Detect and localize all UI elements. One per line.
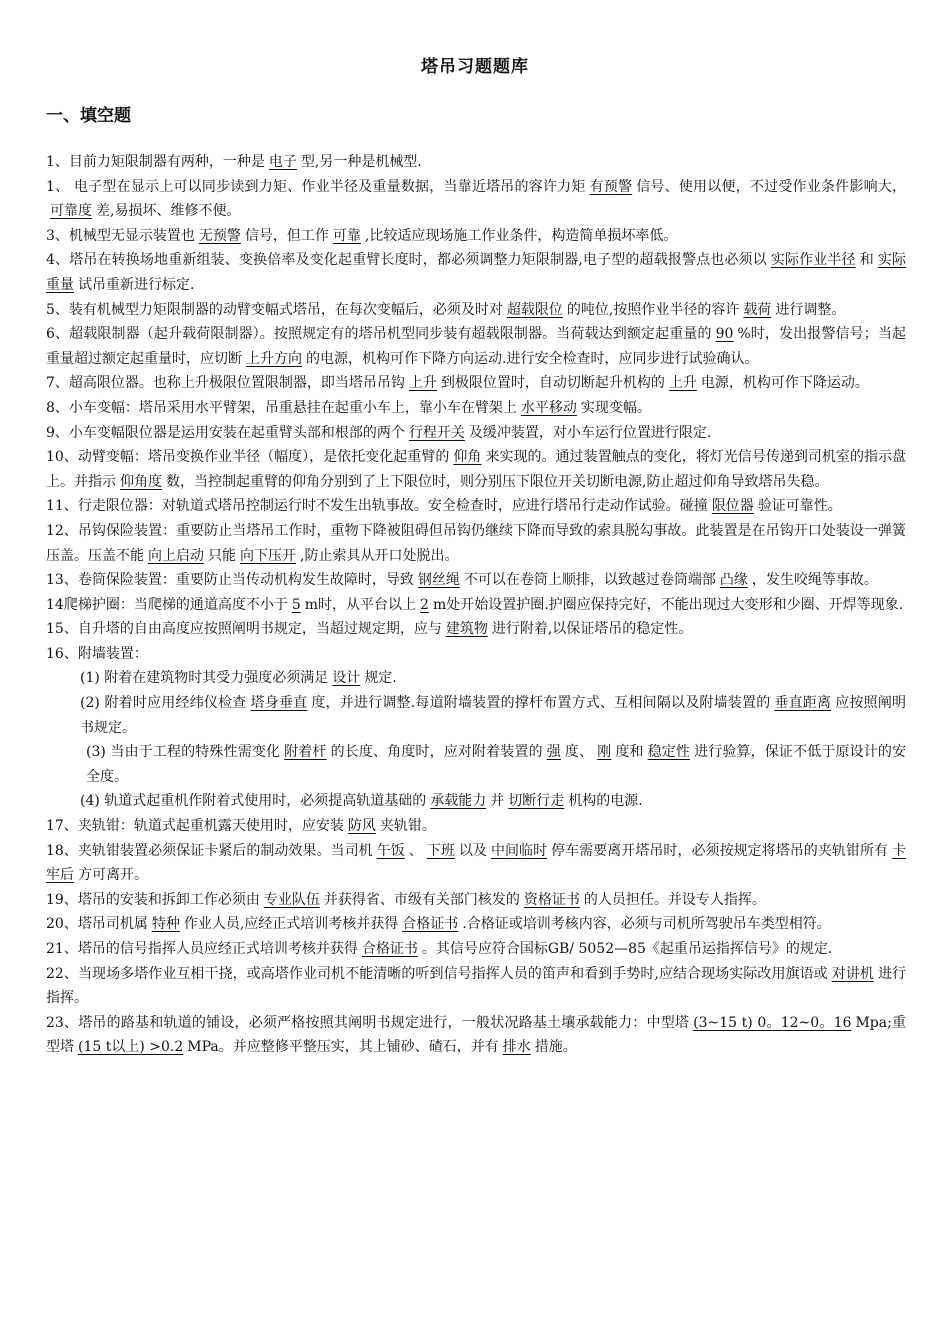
answer-blank: (15 t以上) >0.2 — [78, 1039, 184, 1056]
question-text: (4) 轨道式起重机作附着式使用时，必须提高轨道基础的 — [80, 793, 427, 810]
answer-blank: 垂直距离 — [774, 695, 832, 712]
question-text: 8、小车变幅：塔吊采用水平臂架，吊重悬挂在起重小车上，靠小车在臂架上 — [46, 399, 517, 416]
answer-blank: 仰角度 — [120, 473, 162, 490]
question-text: 13、卷筒保险装置：重要防止当传动机构发生故障时，导致 — [46, 572, 414, 589]
question-item — [46, 371, 906, 396]
answer-blank: 钢丝绳 — [417, 572, 460, 589]
question-text: ，发生咬绳等事故。 — [751, 572, 878, 589]
answer-blank: 中间临时 — [490, 842, 548, 859]
question-text: 、 — [408, 842, 423, 859]
question-text: 进行指挥。 — [46, 965, 907, 1007]
question-text: 7、超高限位器。也称上升极限位置限制器，即当塔吊吊钩 — [46, 375, 405, 392]
answer-blank: 对讲机 — [831, 965, 874, 982]
question-item — [46, 322, 906, 371]
answer-blank: (3~15 t) 0。12~0。16 — [693, 1014, 852, 1031]
answer-blank: 午饭 — [376, 842, 405, 859]
question-text: 的电源，机构可作下降方向运动.进行安全检查时，应同步进行试验确认。 — [306, 350, 759, 367]
answer-blank: 下班 — [426, 842, 455, 859]
question-item — [46, 396, 906, 421]
question-text: 23、塔吊的路基和轨道的铺设，必须严格按照其阐明书规定进行，一般状况路基土壤承载能力：中型塔 — [46, 1014, 690, 1031]
answer-blank: 可靠 — [332, 227, 361, 244]
question-text: 以及 — [458, 842, 487, 859]
answer-blank: 实际作业半径 — [770, 252, 856, 269]
answer-blank: 切断行走 — [508, 793, 565, 810]
question-item — [46, 814, 906, 839]
question-text: 只能 — [208, 547, 236, 564]
answer-blank: 承载能力 — [430, 793, 487, 810]
answer-blank: 90 — [715, 326, 734, 343]
question-text: MPa。并应整修平整压实，其上铺砂、碴石，并有 — [187, 1039, 499, 1056]
question-text: 12、吊钩保险装置：重要防止当塔吊工作时，重物下降被阻碍但吊钩仍继续下降而导致的索具脱勾事故。此装置是在吊钩开口处装设一弹簧压盖。压盖不能 — [46, 522, 906, 564]
answer-blank: 水平移动 — [520, 399, 577, 416]
question-item — [46, 224, 906, 249]
question-text: 验证可靠性。 — [757, 498, 842, 515]
question-text: 10、动臂变幅：塔吊变换作业半径（幅度），是依托变化起重臂的 — [46, 449, 450, 466]
question-item — [46, 593, 906, 618]
answer-blank: 上升方向 — [246, 350, 302, 367]
question-text: 的吨位,按照作业半径的容许 — [566, 301, 740, 318]
question-item — [46, 421, 906, 446]
question-text: 方可离开。 — [78, 867, 148, 884]
question-text: 18、夹轨钳装置必须保证卡紧后的制动效果。当司机 — [46, 842, 373, 859]
question-text: 并 — [490, 793, 505, 810]
answer-blank: 向下压开 — [240, 547, 296, 564]
question-text: .合格证或培训考核内容，必须与司机所驾驶吊车类型相符。 — [462, 916, 831, 933]
document-title: 塔吊习题题库 — [421, 57, 529, 77]
question-text: 电源，机构可作下降运动。 — [700, 375, 869, 392]
question-item — [46, 1011, 906, 1060]
question-text: 17、夹轨钳：轨道式起重机露天使用时，应安装 — [46, 818, 344, 835]
question-item — [46, 248, 906, 297]
question-text: 20、塔吊司机属 — [46, 916, 148, 933]
question-item — [46, 568, 906, 593]
question-text: ,比较适应现场施工作业条件，构造简单损坏率低。 — [364, 227, 678, 244]
question-text: 并获得省、市级有关部门核发的 — [323, 891, 520, 908]
question-text: 到极限位置时，自动切断起升机构的 — [440, 375, 665, 392]
question-text: 措施。 — [534, 1039, 577, 1056]
question-item — [46, 962, 906, 1011]
question-text: 度，并进行调整.每道附墙装置的撑杆布置方式、互相间隔以及附墙装置的 — [311, 695, 771, 712]
question-item — [46, 298, 906, 323]
answer-blank: 特种 — [151, 916, 180, 933]
section-heading: 一、填空题 — [46, 106, 131, 126]
question-text: 。其信号应符合国标GB/ 5052—85《起重吊运指挥信号》的规定. — [421, 941, 833, 957]
question-text: %时，发出报警信号；当起重量超过额定起重量时，应切断 — [46, 326, 906, 367]
question-text: 和 — [859, 252, 874, 269]
question-text: 数，当控制起重臂的仰角分别到了上下限位时，则分别压下限位开关切断电源,防止超过仰角导致塔吊失稳。 — [166, 473, 829, 490]
question-item — [46, 617, 906, 642]
question-text: 6、超载限制器（起升载荷限制器）。按照规定有的塔吊机型同步装有超载限制器。当荷载达到额定起重量的 — [46, 326, 712, 343]
question-item — [46, 740, 906, 789]
question-item — [46, 642, 906, 667]
question-text: (1) 附着在建筑物时其受力强度必须满足 — [80, 670, 329, 687]
question-text: ,防止索具从开口处脱出。 — [300, 547, 459, 564]
answer-blank: 可靠度 — [50, 203, 92, 220]
question-text: 型,另一种是机械型. — [300, 154, 422, 170]
question-text: 差,易损坏、维修不便。 — [96, 203, 241, 220]
question-text: 19、塔吊的安装和拆卸工作必须由 — [46, 891, 260, 908]
answer-blank: 合格证书 — [361, 941, 418, 957]
question-text: 4、塔吊在转换场地重新组装、变换倍率及变化起重臂长度时，都必须调整力矩限制器,电子型的超载报警点也必须以 — [46, 252, 767, 269]
answer-blank: 防风 — [347, 818, 376, 835]
question-text: 进行验算，保证不低于原设计的安全度。 — [86, 744, 907, 785]
question-text: 机构的电源. — [568, 793, 643, 810]
question-text: 来实现的。通过装置触点的变化，将灯光信号传递到司机室的指示盘上。并指示 — [46, 449, 907, 490]
question-text: 进行调整。 — [775, 301, 846, 318]
question-text: 3、机械型无显示装置也 — [46, 227, 195, 244]
question-item — [46, 175, 906, 224]
answer-blank: 电子 — [268, 154, 297, 170]
question-text: 规定. — [364, 670, 397, 687]
answer-blank: 2 — [420, 596, 429, 613]
question-text: 夹轨钳。 — [379, 818, 436, 835]
question-text: 信号、使用以便，不过受作业条件影响大， — [636, 178, 907, 195]
question-text: 不可以在卷筒上顺排，以致越过卷筒端部 — [463, 572, 716, 589]
question-item — [46, 912, 906, 937]
answer-blank: 排水 — [502, 1039, 531, 1056]
question-text: 的人员担任。并设专人指挥。 — [583, 891, 766, 908]
question-text: 5、装有机械型力矩限制器的动臂变幅式塔吊，在每次变幅后，必须及时对 — [46, 301, 503, 318]
answer-blank: 合格证书 — [402, 916, 459, 933]
answer-blank: 限位器 — [711, 498, 754, 515]
question-list — [46, 150, 906, 1060]
answer-blank: 卡牢后 — [46, 842, 907, 884]
answer-blank: 有预警 — [589, 178, 633, 195]
question-item — [46, 789, 906, 814]
answer-blank: 行程开关 — [408, 424, 465, 441]
question-text: 14爬梯护圈：当爬梯的通道高度不小于 — [46, 596, 288, 613]
answer-blank: 资格证书 — [523, 891, 580, 908]
question-item — [46, 888, 906, 913]
answer-blank: 设计 — [332, 670, 361, 687]
question-text: 11、行走限位器：对轨道式塔吊控制运行时不发生出轨事故。安全检查时，应进行塔吊行走动作试验。碰撞 — [46, 498, 708, 515]
answer-blank: 实际重量 — [46, 252, 907, 293]
answer-blank: 仰角 — [453, 449, 482, 466]
question-text: Mpa;重型塔 — [46, 1014, 907, 1056]
question-item — [46, 445, 906, 494]
question-text: m时，从平台以上 — [304, 596, 417, 613]
question-text: 的长度、角度时，应对附着装置的 — [330, 744, 543, 761]
question-item — [46, 150, 906, 175]
answer-blank: 稳定性 — [647, 744, 691, 761]
question-text: 实现变幅。 — [580, 399, 651, 416]
question-text: (3) 当由于工程的特殊性需变化 — [86, 744, 281, 761]
question-item — [46, 494, 906, 519]
answer-blank: 建筑物 — [445, 621, 488, 638]
answer-blank: 附着杆 — [284, 744, 327, 761]
answer-blank: 强 — [546, 744, 561, 761]
question-text: 16、附墙装置： — [46, 645, 148, 662]
question-text: 度和 — [615, 744, 644, 761]
question-item — [46, 937, 906, 962]
question-text: 试吊重新进行标定. — [78, 276, 195, 293]
answer-blank: 5 — [291, 596, 301, 613]
question-text: 进行附着,以保证塔吊的稳定性。 — [491, 621, 693, 638]
question-text: 21、塔吊的信号指挥人员应经正式培训考核并获得 — [46, 941, 358, 957]
answer-blank: 专业队伍 — [263, 891, 320, 908]
question-text: 9、小车变幅限位器是运用安装在起重臂头部和根部的两个 — [46, 424, 405, 441]
question-text: 停车需要离开塔吊时，必须按规定将塔吊的夹轨钳所有 — [551, 842, 889, 859]
question-text: m处开始设置护圈.护圈应保持完好，不能出现过大变形和少圈、开焊等现象. — [432, 596, 904, 613]
question-text: 1、目前力矩限制器有两种，一种是 — [46, 154, 265, 170]
question-item — [46, 839, 906, 888]
question-item — [46, 691, 906, 740]
question-text: (2) 附着时应用经纬仪检查 — [80, 695, 247, 712]
question-text: 及缓冲装置，对小车运行位置进行限定. — [468, 424, 712, 441]
question-text: 作业人员,应经正式培训考核并获得 — [183, 916, 399, 933]
question-text: 15、自升塔的自由高度应按照阐明书规定，当超过规定期，应与 — [46, 621, 442, 638]
question-text: 应按照阐明书规定。 — [80, 695, 907, 736]
question-item — [46, 666, 906, 691]
answer-blank: 上升 — [668, 375, 697, 392]
question-item — [46, 519, 906, 568]
question-text: 22、当现场多塔作业互相干挠，或高塔作业司机不能清晰的听到信号指挥人员的笛声和看到手势时,应结合现场实际改用旗语或 — [46, 965, 828, 982]
question-text: 1、 电子型在显示上可以同步读到力矩、作业半径及重量数据，当靠近塔吊的容许力矩 — [46, 178, 586, 195]
answer-blank: 刚 — [597, 744, 612, 761]
answer-blank: 无预警 — [198, 227, 241, 244]
answer-blank: 凸缘 — [719, 572, 748, 589]
question-text: 信号，但工作 — [244, 227, 329, 244]
question-text: 度、 — [564, 744, 594, 761]
answer-blank: 上升 — [408, 375, 437, 392]
answer-blank: 向上启动 — [148, 547, 204, 564]
answer-blank: 载荷 — [743, 301, 772, 318]
answer-blank: 塔身垂直 — [250, 695, 308, 712]
answer-blank: 超载限位 — [506, 301, 563, 318]
